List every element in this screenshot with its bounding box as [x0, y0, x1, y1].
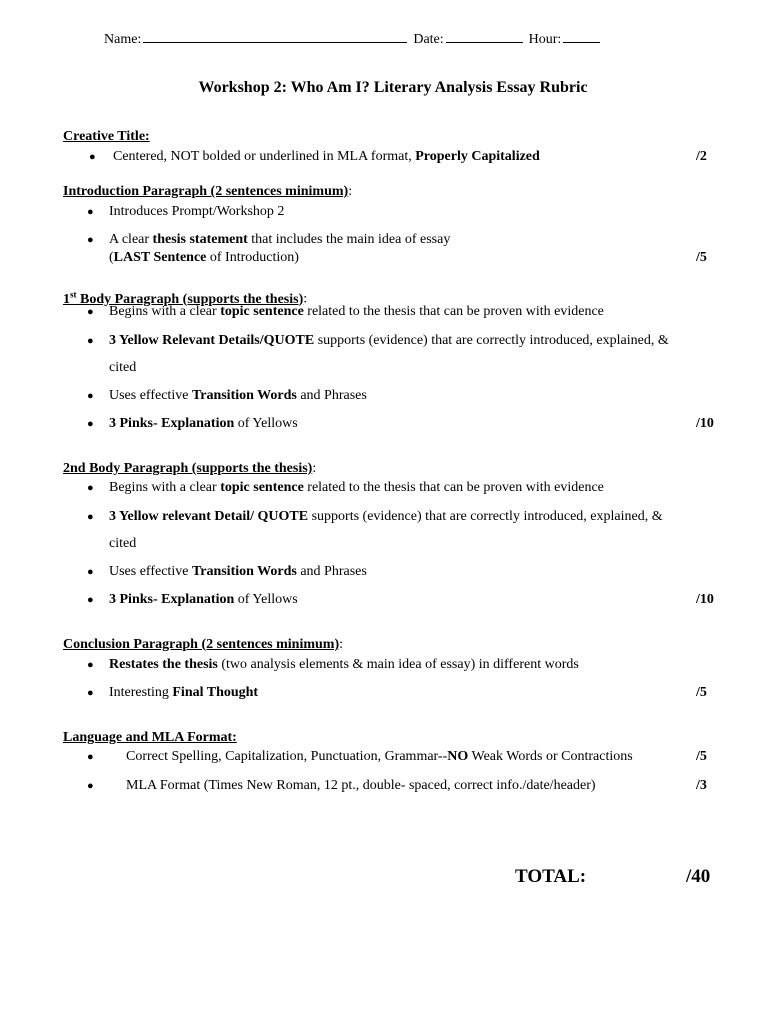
list-item: [109, 479, 604, 497]
item-text: Begins with a clear: [109, 480, 221, 495]
item-text: and Phrases: [296, 564, 367, 579]
date-blank: [446, 29, 523, 43]
item-text: Correct Spelling, Capitalization, Punctuation, Grammar--: [126, 749, 448, 764]
item-bold-text: NO: [447, 749, 469, 764]
bullet-icon: ●: [89, 151, 96, 163]
item-bold-text: 3 Pinks- Explanation: [109, 592, 235, 607]
page-title: Workshop 2: Who Am I? Literary Analysis Essay Rubric: [198, 79, 588, 96]
item-text: and Phrases: [296, 388, 367, 403]
heading-number: 1: [63, 291, 70, 307]
item-bold-text: Transition Words: [191, 388, 297, 403]
item-text: Begins with a clear: [109, 304, 221, 319]
heading-text: Conclusion Paragraph (2 sentences minimum): [63, 637, 340, 652]
item-bold-text: Transition Words: [191, 564, 297, 579]
bullet-icon: ●: [87, 594, 94, 606]
points-creative-title: /2: [696, 149, 707, 164]
heading-text-rest: Body Paragraph (supports the thesis): [76, 291, 304, 307]
item-text: related to the thesis that can be proven with evidence: [303, 304, 604, 319]
item-text: A clear: [109, 232, 153, 247]
item-bold-text: 3 Yellow relevant Detail/ QUOTE: [109, 509, 309, 524]
bullet-icon: ●: [87, 206, 94, 218]
item-text: Uses effective: [109, 564, 192, 579]
item-text: Uses effective: [109, 388, 192, 403]
bullet-icon: ●: [87, 780, 94, 792]
heading-text: Introduction Paragraph (2 sentences minimum): [63, 184, 349, 199]
bullet-icon: ●: [87, 234, 94, 246]
bullet-icon: ●: [87, 751, 94, 763]
item-text: Weak Words or Contractions: [468, 749, 633, 764]
points-introduction: /5: [696, 250, 707, 265]
item-text: (: [109, 250, 114, 265]
item-text: Interesting: [109, 685, 173, 700]
list-item: [109, 231, 450, 249]
item-bold-text: LAST Sentence: [113, 250, 207, 265]
date-label: Date:: [413, 32, 444, 47]
bullet-icon: ●: [87, 659, 94, 671]
item-text: of Yellows: [234, 416, 298, 431]
item-text: supports (evidence) that are correctly introduced, explained, &: [314, 333, 669, 348]
bullet-icon: ●: [87, 335, 94, 347]
heading-text: 2nd Body Paragraph (supports the thesis): [63, 461, 313, 476]
item-bold-text: 3 Pinks- Explanation: [109, 416, 235, 431]
points-conclusion: /5: [696, 685, 707, 700]
item-text: of Yellows: [234, 592, 298, 607]
item-bold-text: Properly Capitalized: [415, 149, 540, 164]
list-item: [109, 415, 298, 433]
section-heading-creative-title: [63, 128, 150, 146]
section-heading-introduction: [63, 183, 352, 201]
item-bold-text: Final Thought: [172, 685, 259, 700]
heading-colon: :: [348, 184, 353, 199]
list-item: [126, 748, 633, 766]
item-bold-text: 3 Yellow Relevant Details/QUOTE: [109, 333, 315, 348]
list-item: MLA Format (Times New Roman, 12 pt., double- spaced, correct info./date/header): [126, 778, 596, 793]
heading-colon: :: [303, 291, 308, 307]
hour-blank: [563, 29, 600, 43]
list-item: [109, 508, 663, 526]
item-text: supports (evidence) that are correctly introduced, explained, &: [308, 509, 663, 524]
points-body2: /10: [696, 592, 714, 607]
list-item-continuation: [109, 249, 299, 267]
list-item: [109, 684, 258, 702]
hour-label: Hour:: [528, 32, 562, 47]
list-item-continuation: cited: [109, 360, 137, 375]
section-heading-language: [63, 729, 237, 747]
item-bold-text: topic sentence: [220, 480, 304, 495]
name-label: Name:: [104, 32, 142, 47]
bullet-icon: ●: [87, 482, 94, 494]
total-label: TOTAL:: [515, 866, 587, 887]
list-item-continuation: cited: [109, 536, 137, 551]
list-item: [109, 591, 298, 609]
item-text: Centered, NOT bolded or underlined in MLA format,: [113, 149, 416, 164]
item-text: related to the thesis that can be proven with evidence: [303, 480, 604, 495]
item-text: (two analysis elements & main idea of essay) in different words: [217, 657, 579, 672]
item-text: of Introduction): [206, 250, 299, 265]
bullet-icon: ●: [87, 418, 94, 430]
points-language-1: /5: [696, 749, 707, 764]
student-info-line: [104, 29, 600, 49]
list-item: [113, 148, 540, 166]
list-item: [109, 332, 669, 350]
bullet-icon: ●: [87, 390, 94, 402]
heading-colon: :: [339, 637, 344, 652]
points-body1: /10: [696, 416, 714, 431]
item-text: that includes the main idea of essay: [247, 232, 451, 247]
list-item: [109, 656, 579, 674]
bullet-icon: ●: [87, 511, 94, 523]
section-heading-body2: [63, 460, 316, 478]
bullet-icon: ●: [87, 306, 94, 318]
list-item: [109, 303, 604, 321]
name-blank: [143, 29, 407, 43]
total-points: /40: [686, 866, 711, 887]
points-language-2: /3: [696, 778, 707, 793]
list-item: [109, 387, 367, 405]
heading-colon: :: [312, 461, 317, 476]
item-bold-text: Restates the thesis: [109, 657, 218, 672]
heading-text: Creative Title:: [63, 129, 150, 144]
section-heading-conclusion: [63, 636, 343, 654]
item-bold-text: thesis statement: [152, 232, 248, 247]
list-item: Introduces Prompt/Workshop 2: [109, 204, 285, 219]
item-bold-text: topic sentence: [220, 304, 304, 319]
list-item: [109, 563, 367, 581]
heading-text: Language and MLA Format:: [63, 730, 237, 745]
heading-superscript: st: [70, 289, 77, 299]
bullet-icon: ●: [87, 566, 94, 578]
bullet-icon: ●: [87, 687, 94, 699]
